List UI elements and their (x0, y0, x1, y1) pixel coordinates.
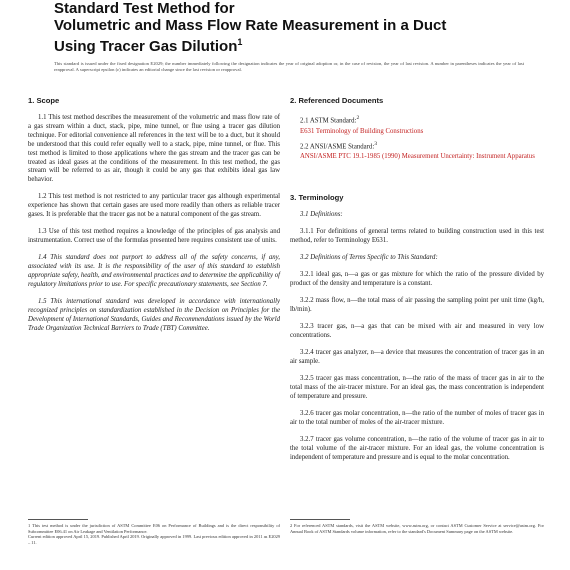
right-footnote-rule (290, 519, 350, 520)
footnote-current-edition: Current edition approved April 15, 2019. Published April 2019. Originally approved in 1999. Last previous edition approved in 2011 as E2029 – 11. (28, 534, 280, 545)
term-3-2-1: 3.2.1 ideal gas, n—a gas or gas mixture for which the ratio of the pressure divided by product of the density and temperature is a constant. (290, 271, 544, 288)
right-column-references (290, 96, 544, 164)
title-line-2: Volumetric and Mass Flow Rate Measurement in a Duct (54, 17, 447, 34)
term-3-2: 3.2 Definitions of Terms Specific to This Standard: (300, 254, 438, 262)
footnote-1: 1 This test method is under the jurisdiction of ASTM Committee E06 on Performance of Buildings and is the direct responsibility of Subcommittee E06.41 on Air Leakage and Ventilation Performance. (28, 523, 280, 534)
term-3-2-5: 3.2.5 tracer gas mass concentration, n—the ratio of the mass of tracer gas in air to the total mass of the air-tracer mixture. For an ideal gas, the mass concentration is independent of temperature and pressure. (290, 375, 544, 400)
term-3-1: 3.1 Definitions: (300, 211, 343, 218)
referenced-documents-heading: 2. Referenced Documents (290, 96, 384, 105)
ref-astm-standard: 2.1 ASTM Standard:$^2$ (300, 115, 360, 125)
ref-ansi-asme-standard: 2.2 ANSI/ASME Standard:$^3$ (300, 140, 378, 150)
left-footnotes (28, 523, 280, 545)
footnote-2: 2 For referenced ASTM standards, visit the ASTM website, www.astm.org, or contact ASTM Customer Service at service@astm.org. For Annual Book of ASTM Standards volume information, refer to the standard's Document Summary page on the ASTM website. (290, 523, 544, 534)
ref-link-e631[interactable]: E631 Terminology of Building Constructions (300, 127, 424, 135)
term-3-2-3: 3.2.3 tracer gas, n—a gas that can be mixed with air and measured in very low concentrations. (290, 323, 544, 340)
left-column (28, 96, 280, 342)
title-line-3: Using Tracer Gas Dilution$^1$ (54, 37, 243, 55)
title-line-1: Standard Test Method for (54, 0, 235, 17)
scope-paragraph-1-3: 1.3 Use of this test method requires a knowledge of the principles of gas analysis and instrumentation. Correct use of the formulas presented here requires consistent use of units. (28, 228, 280, 245)
document-title (54, 0, 524, 55)
scope-paragraph-1-1: 1.1 This test method describes the measurement of the volumetric and mass flow rate of a gas stream within a duct, stack, pipe, mine tunnel, or flue using a tracer gas dilution technique. For editorial convenience all references in the text will be to a duct, but it should be understood that this could refer equally well to a stack, pipe, mine tunnel, or flue. This test method is limited to those applications where the gas stream and the tracer gas can be treated as ideal gases at the conditions of the measurement. In this test method, the gas stream will be referred to as air, though it could be any gas that exhibits ideal gas law behavior. (28, 114, 280, 184)
right-footnotes (290, 523, 544, 534)
ref-link-ansi-ptc[interactable]: ANSI/ASME PTC 19.1-1985 (1990) Measurement Uncertainty: Instrument Apparatus (300, 153, 535, 161)
title-footnote-marker: 1 (237, 37, 243, 47)
terminology-heading: 3. Terminology (290, 193, 344, 202)
term-3-2-6: 3.2.6 tracer gas molar concentration, n—the ratio of the number of moles of tracer gas in air to the total number of moles of the air-tracer mixture. (290, 410, 544, 426)
scope-heading: 1. Scope (28, 96, 60, 105)
designation-notice: This standard is issued under the fixed designation E2029; the number immediately following the designation indicates the year of original adoption or, in the case of revision, the year of last revision. A number in parentheses indicates the year of last reapproval. A superscript epsilon (ε) indicates an editorial change since the last revision or reapproval. (54, 61, 524, 72)
left-footnote-rule (28, 519, 88, 520)
right-column-terminology (290, 193, 544, 471)
term-3-2-7: 3.2.7 tracer gas volume concentration, n—the ratio of the volume of tracer gas in air to the total volume of the air-tracer mixture. For an ideal gas, the volume concentration is independent of temperature and pressure and is equal to the molar concentration. (290, 436, 544, 461)
term-3-2-4: 3.2.4 tracer gas analyzer, n—a device that measures the concentration of tracer gas in an air sample. (290, 349, 544, 366)
term-3-1-1: 3.1.1 For definitions of general terms related to building construction used in this test method, refer to Terminology E631. (290, 228, 544, 244)
scope-paragraph-1-5: 1.5 This international standard was developed in accordance with internationally recognized principles on standardization established in the Decision on Principles for the Development of International Standards, Guides and Recommendations issued by the World Trade Organization Technical Barriers to Trade (TBT) Committee. (28, 298, 280, 332)
scope-paragraph-1-2: 1.2 This test method is not restricted to any particular tracer gas although experimental experience has shown that certain gases are used more readily than others as reliable tracer gases. It is preferable that the tracer gas not be a natural component of the gas stream. (28, 193, 280, 219)
term-3-2-2: 3.2.2 mass flow, n—the total mass of air passing the sampling point per unit time (kg/h, lb/min). (290, 297, 544, 314)
scope-paragraph-1-4: 1.4 This standard does not purport to address all of the safety concerns, if any, associated with its use. It is the responsibility of the user of this standard to establish appropriate safety, health, and environmental practices and to determine the applicability of regulatory limitations prior to use. For specific precautionary statements, see Section 7. (28, 254, 280, 289)
